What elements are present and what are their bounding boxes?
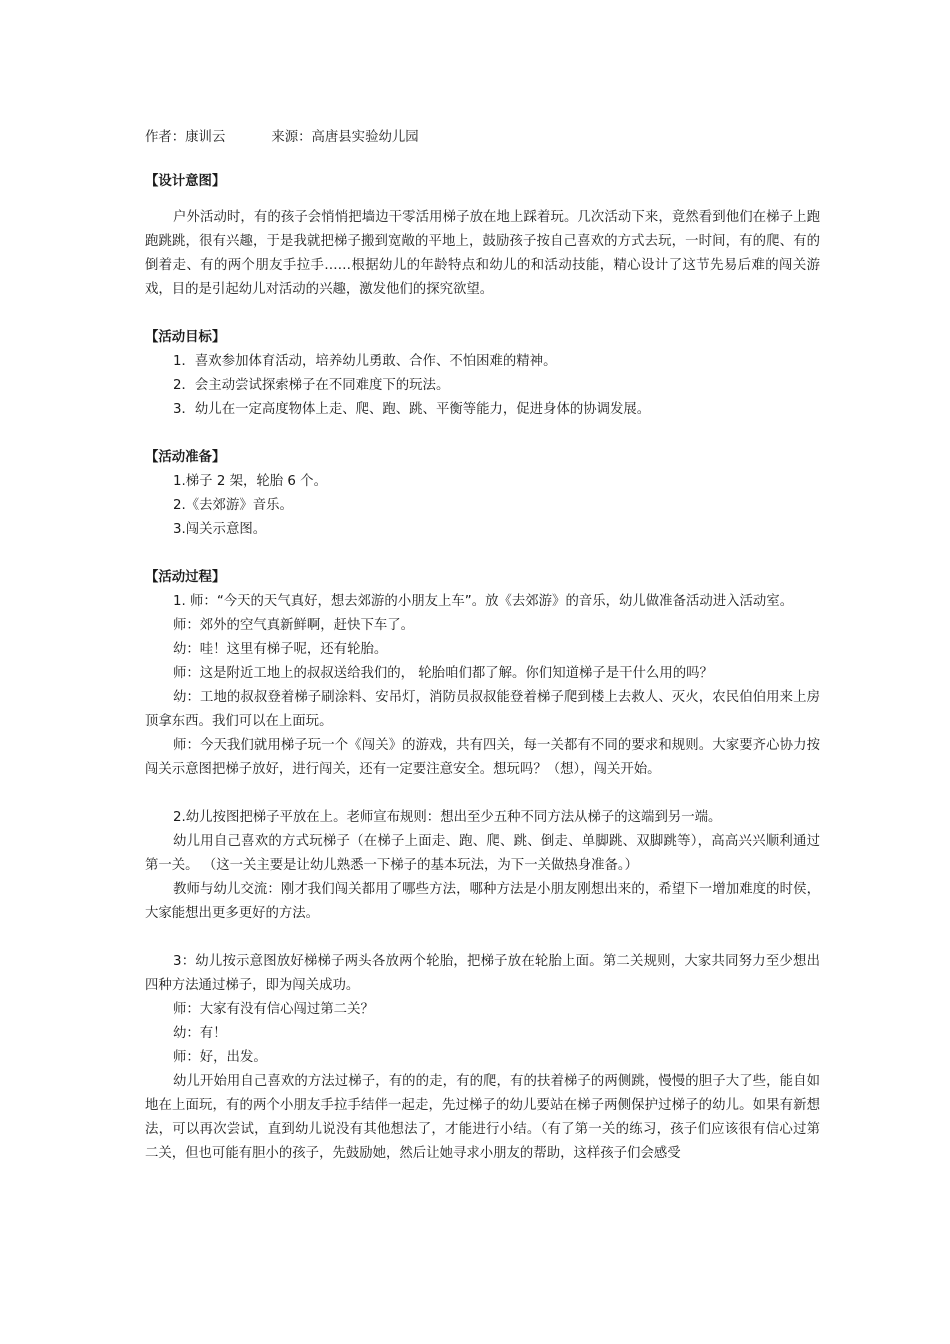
design-intent-paragraph: 户外活动时，有的孩子会悄悄把墙边干零活用梯子放在地上踩着玩。几次活动下来，竟然看到他们在梯子上跑跑跳跳，很有兴趣，于是我就把梯子搬到宽敞的平地上，鼓励孩子按自己喜欢的方式去玩，一时间，有的爬、有的倒着走、有的两个朋友手拉手……根据幼儿的年龄特点和幼儿的和活动技能，精心设计了这节先易后难的闯关游戏，目的是引起幼儿对活动的兴趣，激发他们的探究欲望。 <box>145 210 820 297</box>
activity-goals-heading: 【活动目标】 <box>145 330 226 345</box>
prep-item: 2.《去郊游》音乐。 <box>173 498 293 513</box>
process-paragraph: 师：好，出发。 <box>173 1050 267 1065</box>
process-paragraph: 幼儿开始用自己喜欢的方法过梯子，有的的走，有的爬，有的扶着梯子的两侧跳，慢慢的胆子大了些，能自如地在上面玩，有的两个小朋友手拉手结伴一起走，先过梯子的幼儿要站在梯子两侧保护过梯子的幼儿。如果有新想法，可以再次尝试，直到幼儿说没有其他想法了，才能进行小结。（有了第一关的练习，孩子们应该很有信心过第二关，但也可能有胆小的孩子，先鼓励她，然后让她寻求小朋友的帮助，这样孩子们会感受 <box>145 1074 820 1161</box>
process-paragraph: 幼儿用自己喜欢的方式玩梯子（在梯子上面走、跑、爬、跳、倒走、单脚跳、双脚跳等），高高兴兴顺利通过第一关。 （这一关主要是让幼儿熟悉一下梯子的基本玩法，为下一关做热身准备。） <box>145 834 820 873</box>
author-source: 来源：高唐县实验幼儿园 <box>271 130 419 145</box>
activity-process-heading: 【活动过程】 <box>145 570 226 585</box>
process-paragraph: 幼：工地的叔叔登着梯子刷涂料、安吊灯，消防员叔叔能登着梯子爬到楼上去救人、灭火，农民伯伯用来上房顶拿东西。我们可以在上面玩。 <box>145 690 820 729</box>
prep-item: 3.闯关示意图。 <box>173 522 267 537</box>
process-paragraph: 师：郊外的空气真新鲜啊，赶快下车了。 <box>173 618 415 633</box>
process-paragraph: 幼：哇！这里有梯子呢，还有轮胎。 <box>173 642 388 657</box>
prep-item: 1.梯子 2 架，轮胎 6 个。 <box>173 474 327 489</box>
process-paragraph: 师：这是附近工地上的叔叔送给我们的， 轮胎咱们都了解。你们知道梯子是干什么用的吗？ <box>173 666 713 681</box>
goal-item: 1．喜欢参加体育活动，培养幼儿勇敢、合作、不怕困难的精神。 <box>173 354 557 369</box>
goal-item: 2．会主动尝试探索梯子在不同难度下的玩法。 <box>173 378 450 393</box>
activity-prep-heading: 【活动准备】 <box>145 450 226 465</box>
design-intent-heading: 【设计意图】 <box>145 174 226 189</box>
process-paragraph: 2.幼儿按图把梯子平放在上。老师宣布规则：想出至少五种不同方法从梯子的这端到另一端。 <box>173 810 722 825</box>
author-line <box>145 126 820 150</box>
process-paragraph: 师：今天我们就用梯子玩一个《闯关》的游戏，共有四关，每一关都有不同的要求和规则。大家要齐心协力按闯关示意图把梯子放好，进行闯关，还有一定要注意安全。想玩吗？（想），闯关开始。 <box>145 738 820 777</box>
process-paragraph: 幼：有！ <box>173 1026 227 1041</box>
process-paragraph: 教师与幼儿交流：刚才我们闯关都用了哪些方法，哪种方法是小朋友刚想出来的，希望下一增加难度的时侯，大家能想出更多更好的方法。 <box>145 882 820 921</box>
process-paragraph: 1. 师：“今天的天气真好，想去郊游的小朋友上车”。放《去郊游》的音乐，幼儿做准备活动进入活动室。 <box>173 594 794 609</box>
process-paragraph: 师：大家有没有信心闯过第二关？ <box>173 1002 374 1017</box>
goal-item: 3．幼儿在一定高度物体上走、爬、跑、跳、平衡等能力，促进身体的协调发展。 <box>173 402 651 417</box>
author-name: 作者：康训云 <box>145 130 226 145</box>
process-paragraph: 3：幼儿按示意图放好梯梯子两头各放两个轮胎，把梯子放在轮胎上面。第二关规则，大家共同努力至少想出四种方法通过梯子，即为闯关成功。 <box>145 954 820 993</box>
